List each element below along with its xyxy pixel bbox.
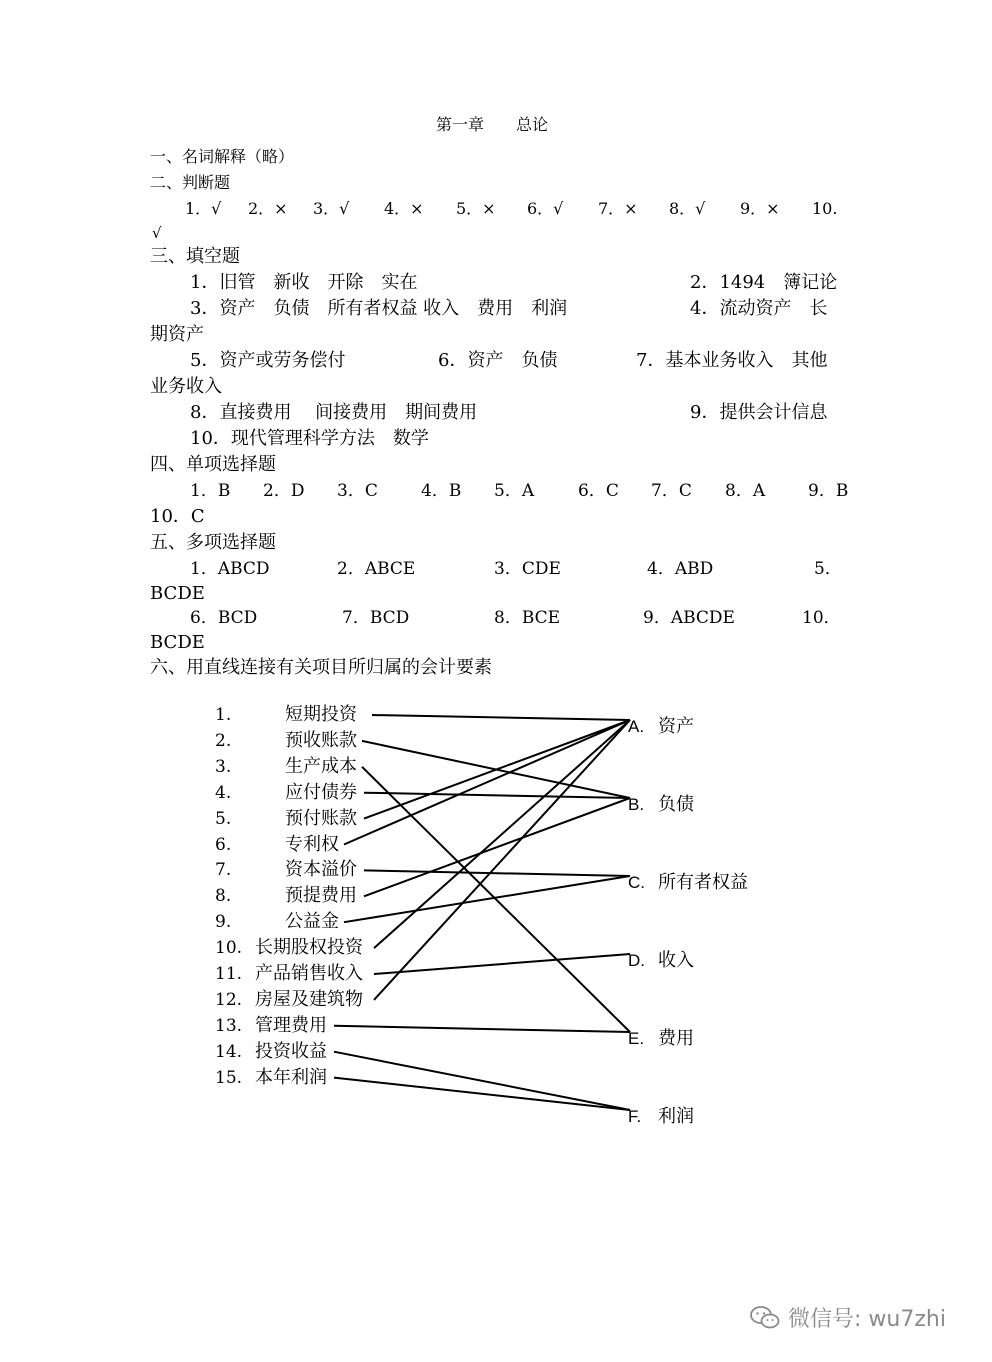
connection-line (362, 767, 630, 1032)
right-item-letter: B. (628, 795, 645, 814)
single-answer: 5．A (494, 481, 535, 501)
multi-answer: 3．CDE (494, 559, 561, 579)
section-4-heading: 四、单项选择题 (150, 454, 276, 475)
connection-line (334, 1052, 630, 1110)
wechat-icon (750, 1305, 780, 1331)
section-2-heading: 二、判断题 (150, 173, 231, 192)
connection-line (364, 720, 630, 819)
single-answer: 4．B (421, 481, 462, 501)
tf-answer: 9．× (740, 199, 780, 218)
fill-line-6a: 8．直接费用 间接费用 期间费用 (190, 402, 478, 423)
multi-answer: 10． (802, 608, 841, 628)
true-false-wrap: √ (152, 224, 162, 242)
right-item-label: 所有者权益 (658, 872, 748, 893)
right-item-label: 利润 (658, 1106, 694, 1127)
multi-answer: 5． (814, 559, 842, 579)
left-item-number: 7. (215, 860, 232, 881)
left-item-label: 预提费用 (285, 885, 357, 907)
section-6-heading: 六、用直线连接有关项目所归属的会计要素 (150, 657, 492, 678)
left-item-label: 预收账款 (285, 729, 357, 751)
tf-answer: 6．√ (527, 199, 564, 218)
tf-answer: 8．√ (669, 199, 706, 218)
fill-line-7: 10．现代管理科学方法 数学 (190, 428, 429, 449)
fill-line-4a: 5．资产或劳务偿付 (190, 350, 346, 371)
left-item-number: 1. (215, 705, 232, 725)
section-3-heading: 三、填空题 (150, 246, 240, 267)
multi-answer: 1．ABCD (190, 559, 270, 579)
multi-answer: 7．BCD (342, 608, 410, 628)
right-item-label: 资产 (658, 716, 694, 737)
connection-line (334, 1026, 630, 1032)
fill-line-6b: 9．提供会计信息 (690, 402, 828, 423)
tf-answer: 7．× (598, 199, 638, 218)
left-item-label: 投资收益 (255, 1040, 327, 1062)
single-answer: 7．C (651, 481, 692, 501)
right-item-letter: F. (628, 1107, 642, 1126)
left-item-number: 14. (215, 1041, 243, 1062)
section-1-heading: 一、名词解释（略） (150, 147, 295, 166)
left-item-label: 预付账款 (285, 807, 357, 829)
left-item-label: 短期投资 (285, 704, 357, 725)
tf-answer: 3．√ (313, 199, 350, 218)
left-item-label: 本年利润 (255, 1066, 327, 1088)
right-item-letter: D. (628, 951, 645, 970)
left-item-number: 5. (215, 808, 232, 829)
fill-line-4b: 6．资产 负债 (438, 350, 558, 371)
multi-answer: 2．ABCE (337, 559, 416, 579)
left-item-number: 15. (215, 1067, 243, 1088)
section-5-heading: 五、多项选择题 (150, 532, 276, 553)
right-item-label: 费用 (658, 1028, 694, 1049)
tf-answer: 2．× (248, 199, 288, 218)
left-item-number: 9. (215, 912, 232, 933)
watermark (750, 1302, 946, 1333)
connection-line (364, 870, 630, 876)
left-item-number: 10. (215, 938, 243, 959)
left-item-number: 2. (215, 730, 232, 751)
right-item-letter: E. (628, 1029, 645, 1048)
watermark-text: 微信号: wu7zhi (788, 1307, 946, 1332)
left-item-label: 应付债券 (285, 781, 357, 803)
single-answer: 2．D (263, 481, 305, 501)
left-item-label: 生产成本 (285, 755, 357, 777)
page-title: 第一章 总论 (436, 115, 549, 134)
connection-line (334, 1078, 630, 1110)
left-item-label: 公益金 (285, 911, 339, 933)
multi-answer: 6．BCD (190, 608, 258, 628)
single-answer: 3．C (337, 481, 378, 501)
fill-line-4c: 7．基本业务收入 其他 (636, 350, 828, 371)
left-item-number: 13. (215, 1015, 243, 1036)
connection-line (344, 720, 630, 845)
multi-answer: 8．BCE (494, 608, 561, 628)
tf-answer: 4．× (384, 199, 424, 218)
left-item-label: 资本溢价 (285, 859, 357, 881)
left-item-number: 6. (215, 834, 232, 855)
connection-line (372, 715, 630, 720)
tf-answer: 1．√ (185, 199, 222, 218)
tf-answer: 10. (812, 199, 838, 218)
right-item-letter: C. (628, 873, 645, 892)
right-item-letter: A. (628, 717, 645, 736)
fill-line-2b: 4．流动资产 长 (690, 298, 828, 319)
left-item-number: 4. (215, 782, 232, 803)
single-choice-wrap: 10．C (150, 506, 205, 527)
right-item-label: 收入 (658, 950, 694, 971)
connection-line (374, 720, 630, 948)
fill-line-5: 业务收入 (150, 376, 222, 397)
tf-answer: 5．× (456, 199, 496, 218)
multi-choice-wrap-2: BCDE (150, 632, 205, 653)
left-item-label: 专利权 (285, 833, 339, 855)
left-item-number: 8. (215, 886, 232, 907)
left-item-label: 管理费用 (255, 1014, 327, 1036)
right-item-label: 负债 (658, 794, 694, 815)
left-item-label: 房屋及建筑物 (255, 988, 363, 1010)
fill-line-1b: 2．1494 簿记论 (690, 272, 838, 293)
multi-answer: 9．ABCDE (643, 608, 735, 628)
single-answer: 6．C (578, 481, 619, 501)
left-item-number: 11. (215, 964, 243, 984)
left-item-label: 产品销售收入 (255, 963, 363, 984)
single-answer: 8．A (725, 481, 766, 501)
fill-line-2a: 3．资产 负债 所有者权益 收入 费用 利润 (190, 298, 568, 319)
connection-line (344, 876, 630, 922)
single-answer: 1．B (190, 481, 231, 501)
fill-line-1a: 1．旧管 新收 开除 实在 (190, 272, 418, 293)
left-item-label: 长期股权投资 (255, 937, 363, 959)
connection-line (364, 793, 630, 798)
single-answer: 9．B (808, 481, 849, 501)
left-item-number: 3. (215, 756, 232, 777)
multi-choice-wrap-1: BCDE (150, 583, 205, 604)
multi-answer: 4．ABD (647, 559, 714, 579)
fill-line-3: 期资产 (150, 324, 204, 345)
left-item-number: 12. (215, 989, 243, 1010)
